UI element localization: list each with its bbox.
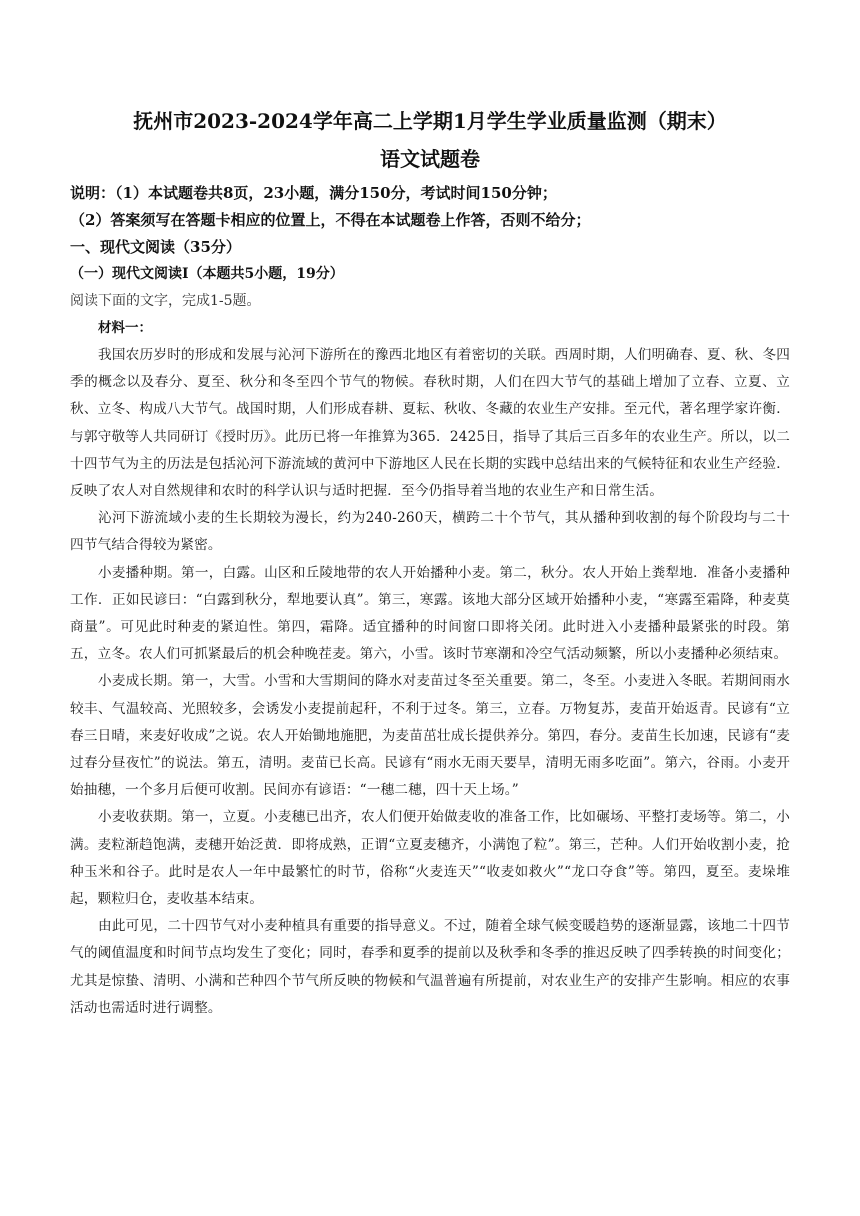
exam-title: 抚州市2023-2024学年高二上学期1月学生学业质量监测（期末）: [133, 109, 727, 133]
material-label: 材料一：: [98, 320, 152, 336]
paragraph-2: 沁河下游流域小麦的生长期较为漫长，约为240-260天，横跨二十个节气，其从播种到收割的每个阶段均与二十四节气结合得较为紧密。: [70, 510, 790, 554]
paragraph-6: 由此可见，二十四节气对小麦种植具有重要的指导意义。不过，随着全球气候变暖趋势的逐渐显露，该地二十四节气的阈值温度和时间节点均发生了变化；同时，春季和夏季的提前以及秋季和冬季的推迟反映了四季转换的时间变化；尤其是惊蛰、清明、小满和芒种四个节气所反映的物候和气温普遍有所提前，对农业生产的安排产生影响。相应的农事活动也需适时进行调整。: [70, 918, 790, 1016]
exam-page: [70, 106, 790, 1022]
exam-note-1: 说明：（1）本试题卷共8页，23小题，满分150分，考试时间150分钟；: [70, 184, 557, 202]
exam-note-2: （2）答案须写在答题卡相应的位置上，不得在本试题卷上作答，否则不给分；: [70, 211, 591, 229]
exam-subtitle: 语文试题卷: [380, 147, 480, 171]
section-heading: 一、现代文阅读（35分）: [70, 238, 241, 256]
paragraph-4: 小麦成长期。第一，大雪。小雪和大雪期间的降水对麦苗过冬至关重要。第二，冬至。小麦进入冬眠。若期间雨水较丰、气温较高、光照较多，会诱发小麦提前起秆，不利于过冬。第三，立春。万物复苏，麦苗开始返青。民谚有“立春三日晴，来麦好收成”之说。农人开始锄地施肥，为麦苗茁壮成长提供养分。第四，春分。麦苗生长加速，民谚有“麦过春分昼夜忙”的说法。第五，清明。麦苗已长高。民谚有“雨水无雨天要旱，清明无雨多吃面”。第六，谷雨。小麦开始抽穗，一个多月后便可收割。民间亦有谚语：“一穗二穗，四十天上场。”: [70, 673, 790, 799]
reading-instruction: 阅读下面的文字，完成1-5题。: [70, 293, 261, 309]
subsection-heading: （一）现代文阅读Ⅰ（本题共5小题，19分）: [70, 266, 344, 282]
paragraph-5: 小麦收获期。第一，立夏。小麦穗已出齐，农人们便开始做麦收的准备工作，比如碾场、平整打麦场等。第二，小满。麦粒渐趋饱满，麦穗开始泛黄．即将成熟，正谓“立夏麦穗齐，小满饱了粒”。第三，芒种。人们开始收割小麦，抢种玉米和谷子。此时是农人一年中最繁忙的时节，俗称“火麦连天”“收麦如救火”“龙口夺食”等。第四，夏至。麦垛堆起，颗粒归仓，麦收基本结束。: [70, 809, 790, 908]
paragraph-1: 我国农历岁时的形成和发展与沁河下游所在的豫西北地区有着密切的关联。西周时期，人们明确春、夏、秋、冬四季的概念以及春分、夏至、秋分和冬至四个节气的物候。春秋时期，人们在四大节气的基础上增加了立春、立夏、立秋、立冬、构成八大节气。战国时期，人们形成春耕、夏耘、秋收、冬藏的农业生产安排。至元代，著名理学家许衡．与郭守敬等人共同研订《授时历》。此历已将一年推算为365．2425日，指导了其后三百多年的农业生产。所以，以二十四节气为主的历法是包括沁河下游流域的黄河中下游地区人民在长期的实践中总结出来的气候特征和农业生产经验．反映了农人对自然规律和农时的科学认识与适时把握．至今仍指导着当地的农业生产和日常生活。: [70, 347, 790, 500]
paragraph-3: 小麦播种期。第一，白露。山区和丘陵地带的农人开始播种小麦。第二，秋分。农人开始上粪犁地．准备小麦播种工作．正如民谚曰：“白露到秋分，犁地要认真”。第三，寒露。该地大部分区域开始播种小麦，“寒露至霜降，种麦莫商量”。可见此时种麦的紧迫性。第四，霜降。适宜播种的时间窗口即将关闭。此时进入小麦播种最紧张的时段。第五，立冬。农人们可抓紧最后的机会种晚茬麦。第六，小雪。该时节寒潮和冷空气活动频繁，所以小麦播种必须结束。: [70, 564, 790, 663]
